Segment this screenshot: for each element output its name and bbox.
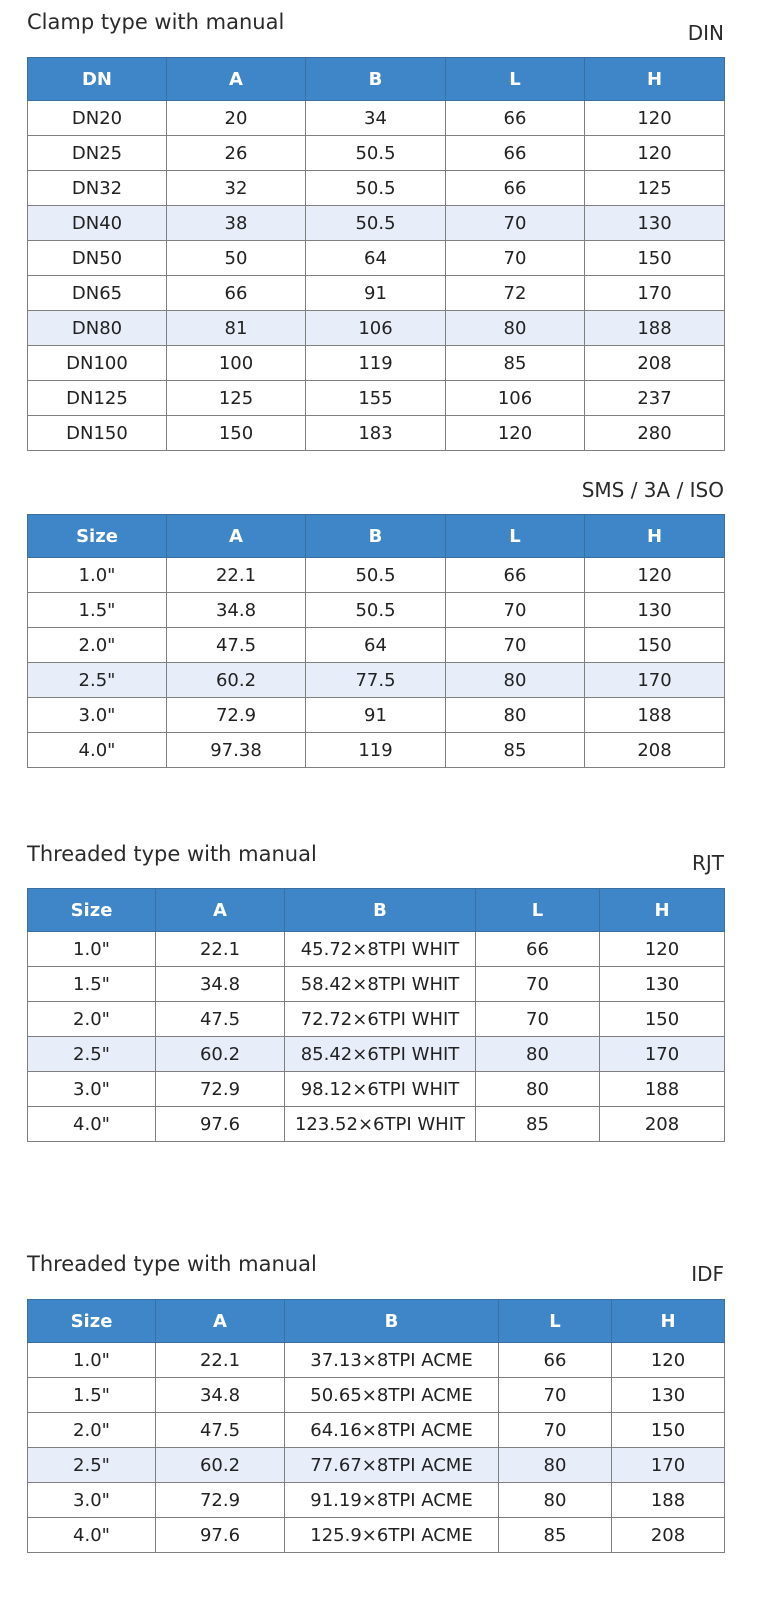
table-cell: 120	[612, 1343, 725, 1378]
table-cell: 58.42×8TPI WHIT	[285, 967, 476, 1002]
table-cell: DN125	[28, 381, 167, 416]
table-cell: 32	[167, 171, 306, 206]
table-cell: 50.5	[306, 558, 446, 593]
column-header: H	[585, 515, 725, 558]
table-cell: 3.0"	[28, 1483, 156, 1518]
table-cell: 123.52×6TPI WHIT	[285, 1107, 476, 1142]
table-row	[28, 416, 725, 451]
table-cell: 22.1	[167, 558, 306, 593]
table-cell: 106	[306, 311, 446, 346]
table-row	[28, 311, 725, 346]
table-cell: 119	[306, 733, 446, 768]
table-cell: DN80	[28, 311, 167, 346]
table-cell: 20	[167, 101, 306, 136]
table-row	[28, 733, 725, 768]
table-cell: 170	[612, 1448, 725, 1483]
table-cell: 34.8	[156, 967, 285, 1002]
table-cell: 47.5	[156, 1002, 285, 1037]
table-cell: 66	[167, 276, 306, 311]
table-cell: 120	[585, 101, 725, 136]
table-cell: 60.2	[167, 663, 306, 698]
table-row	[28, 698, 725, 733]
table-cell: 85.42×6TPI WHIT	[285, 1037, 476, 1072]
table-cell: 91	[306, 698, 446, 733]
table-row	[28, 1107, 725, 1142]
table-cell: 64	[306, 628, 446, 663]
table-cell: 64.16×8TPI ACME	[285, 1413, 499, 1448]
table-row	[28, 1072, 725, 1107]
table-cell: 150	[612, 1413, 725, 1448]
table-cell: 170	[585, 276, 725, 311]
column-header: B	[285, 889, 476, 932]
table-cell: 155	[306, 381, 446, 416]
table-cell: 77.5	[306, 663, 446, 698]
table-cell: 66	[476, 932, 600, 967]
table-cell: 81	[167, 311, 306, 346]
table-cell: 38	[167, 206, 306, 241]
standard-label-din: DIN	[687, 21, 724, 45]
column-header: B	[285, 1300, 499, 1343]
table-cell: 188	[600, 1072, 725, 1107]
table-cell: 34	[306, 101, 446, 136]
table-cell: 22.1	[156, 932, 285, 967]
table-cell: 72.9	[167, 698, 306, 733]
table-cell: 208	[585, 346, 725, 381]
table-row	[28, 1378, 725, 1413]
table-row	[28, 136, 725, 171]
table-cell: 2.0"	[28, 1002, 156, 1037]
column-header: A	[156, 889, 285, 932]
table-row	[28, 1518, 725, 1553]
table-cell: 4.0"	[28, 1107, 156, 1142]
table-row	[28, 1002, 725, 1037]
column-header: B	[306, 515, 446, 558]
table-cell: 1.5"	[28, 593, 167, 628]
table-cell: 1.0"	[28, 1343, 156, 1378]
table-cell: 208	[585, 733, 725, 768]
table-cell: 85	[499, 1518, 612, 1553]
table-cell: 50	[167, 241, 306, 276]
standard-label-sms-3a-iso: SMS / 3A / ISO	[581, 478, 724, 502]
table-cell: 188	[585, 698, 725, 733]
table-cell: 150	[600, 1002, 725, 1037]
table-cell: 66	[446, 558, 585, 593]
table-cell: 106	[446, 381, 585, 416]
table-cell: DN50	[28, 241, 167, 276]
table-cell: 2.5"	[28, 1448, 156, 1483]
column-header: DN	[28, 58, 167, 101]
table-cell: 50.5	[306, 593, 446, 628]
table-cell: 70	[446, 241, 585, 276]
table-cell: 97.38	[167, 733, 306, 768]
table-cell: 100	[167, 346, 306, 381]
table-cell: 3.0"	[28, 698, 167, 733]
table-cell: 72.9	[156, 1483, 285, 1518]
table-cell: 188	[585, 311, 725, 346]
column-header: L	[499, 1300, 612, 1343]
section-heading-threaded-rjt: Threaded type with manual	[27, 842, 317, 866]
table-cell: 45.72×8TPI WHIT	[285, 932, 476, 967]
table-row	[28, 558, 725, 593]
table-cell: 50.5	[306, 136, 446, 171]
column-header: L	[446, 58, 585, 101]
column-header: Size	[28, 1300, 156, 1343]
table-cell: 70	[446, 593, 585, 628]
table-cell: 2.0"	[28, 1413, 156, 1448]
table-cell: 188	[612, 1483, 725, 1518]
column-header: H	[585, 58, 725, 101]
table-cell: 80	[476, 1037, 600, 1072]
table-row	[28, 346, 725, 381]
table-cell: 130	[585, 206, 725, 241]
table-cell: 26	[167, 136, 306, 171]
table-cell: DN32	[28, 171, 167, 206]
table-cell: DN40	[28, 206, 167, 241]
section-heading-clamp: Clamp type with manual	[27, 10, 285, 34]
table-cell: 70	[476, 1002, 600, 1037]
table-cell: 60.2	[156, 1448, 285, 1483]
table-cell: 120	[585, 558, 725, 593]
standard-label-idf: IDF	[691, 1262, 724, 1286]
table-cell: 50.65×8TPI ACME	[285, 1378, 499, 1413]
section-heading-threaded-idf: Threaded type with manual	[27, 1252, 317, 1276]
table-cell: DN150	[28, 416, 167, 451]
table-cell: 97.6	[156, 1518, 285, 1553]
table-cell: 80	[499, 1448, 612, 1483]
table-cell: 70	[446, 628, 585, 663]
table-row	[28, 241, 725, 276]
table-cell: 47.5	[167, 628, 306, 663]
table-cell: 125	[585, 171, 725, 206]
table-cell: 91.19×8TPI ACME	[285, 1483, 499, 1518]
table-cell: 125	[167, 381, 306, 416]
table-cell: DN65	[28, 276, 167, 311]
din-dimension-table	[27, 57, 725, 451]
table-row	[28, 206, 725, 241]
table-cell: 1.5"	[28, 1378, 156, 1413]
column-header: L	[446, 515, 585, 558]
table-cell: 60.2	[156, 1037, 285, 1072]
table-row	[28, 1448, 725, 1483]
table-row	[28, 101, 725, 136]
table-cell: 34.8	[156, 1378, 285, 1413]
table-cell: 1.5"	[28, 967, 156, 1002]
table-cell: 85	[446, 346, 585, 381]
idf-dimension-table	[27, 1299, 725, 1553]
column-header: Size	[28, 889, 156, 932]
standard-label-rjt: RJT	[691, 851, 724, 875]
table-cell: DN20	[28, 101, 167, 136]
table-cell: 66	[446, 101, 585, 136]
table-cell: 98.12×6TPI WHIT	[285, 1072, 476, 1107]
table-cell: 70	[476, 967, 600, 1002]
table-cell: 80	[476, 1072, 600, 1107]
table-row	[28, 628, 725, 663]
table-cell: 80	[446, 698, 585, 733]
table-cell: 70	[499, 1413, 612, 1448]
table-row	[28, 967, 725, 1002]
table-row	[28, 932, 725, 967]
table-row	[28, 593, 725, 628]
table-cell: 2.0"	[28, 628, 167, 663]
table-cell: 66	[446, 136, 585, 171]
table-cell: 1.0"	[28, 558, 167, 593]
table-cell: 80	[446, 311, 585, 346]
table-cell: 50.5	[306, 171, 446, 206]
column-header: Size	[28, 515, 167, 558]
table-row	[28, 1413, 725, 1448]
table-cell: 150	[585, 241, 725, 276]
rjt-dimension-table	[27, 888, 725, 1142]
table-cell: 80	[499, 1483, 612, 1518]
sms-3a-iso-dimension-table	[27, 514, 725, 768]
table-cell: 2.5"	[28, 1037, 156, 1072]
table-cell: 37.13×8TPI ACME	[285, 1343, 499, 1378]
table-cell: 208	[600, 1107, 725, 1142]
table-cell: 72.72×6TPI WHIT	[285, 1002, 476, 1037]
table-cell: 70	[499, 1378, 612, 1413]
table-cell: 97.6	[156, 1107, 285, 1142]
table-cell: 130	[585, 593, 725, 628]
table-cell: 150	[585, 628, 725, 663]
table-cell: 3.0"	[28, 1072, 156, 1107]
table-cell: 237	[585, 381, 725, 416]
table-cell: 130	[612, 1378, 725, 1413]
table-row	[28, 663, 725, 698]
table-cell: 120	[446, 416, 585, 451]
column-header: A	[167, 515, 306, 558]
table-row	[28, 1343, 725, 1378]
table-cell: 119	[306, 346, 446, 381]
table-cell: 130	[600, 967, 725, 1002]
column-header: H	[600, 889, 725, 932]
table-cell: 66	[499, 1343, 612, 1378]
table-cell: 120	[585, 136, 725, 171]
table-cell: 280	[585, 416, 725, 451]
table-cell: 1.0"	[28, 932, 156, 967]
table-cell: 50.5	[306, 206, 446, 241]
table-cell: 2.5"	[28, 663, 167, 698]
table-cell: 150	[167, 416, 306, 451]
table-row	[28, 171, 725, 206]
table-cell: 80	[446, 663, 585, 698]
table-row	[28, 381, 725, 416]
table-cell: 91	[306, 276, 446, 311]
table-cell: 4.0"	[28, 1518, 156, 1553]
table-cell: 125.9×6TPI ACME	[285, 1518, 499, 1553]
table-cell: 85	[476, 1107, 600, 1142]
column-header: L	[476, 889, 600, 932]
table-row	[28, 1037, 725, 1072]
table-cell: 72	[446, 276, 585, 311]
table-cell: 77.67×8TPI ACME	[285, 1448, 499, 1483]
table-cell: 22.1	[156, 1343, 285, 1378]
table-cell: 4.0"	[28, 733, 167, 768]
column-header: A	[167, 58, 306, 101]
table-cell: 120	[600, 932, 725, 967]
table-cell: 170	[600, 1037, 725, 1072]
column-header: A	[156, 1300, 285, 1343]
table-cell: 66	[446, 171, 585, 206]
column-header: B	[306, 58, 446, 101]
table-cell: DN25	[28, 136, 167, 171]
table-cell: 85	[446, 733, 585, 768]
table-cell: 34.8	[167, 593, 306, 628]
table-cell: 183	[306, 416, 446, 451]
column-header: H	[612, 1300, 725, 1343]
table-cell: DN100	[28, 346, 167, 381]
table-cell: 70	[446, 206, 585, 241]
table-cell: 170	[585, 663, 725, 698]
table-cell: 72.9	[156, 1072, 285, 1107]
table-row	[28, 276, 725, 311]
table-cell: 64	[306, 241, 446, 276]
table-row	[28, 1483, 725, 1518]
table-cell: 47.5	[156, 1413, 285, 1448]
table-cell: 208	[612, 1518, 725, 1553]
